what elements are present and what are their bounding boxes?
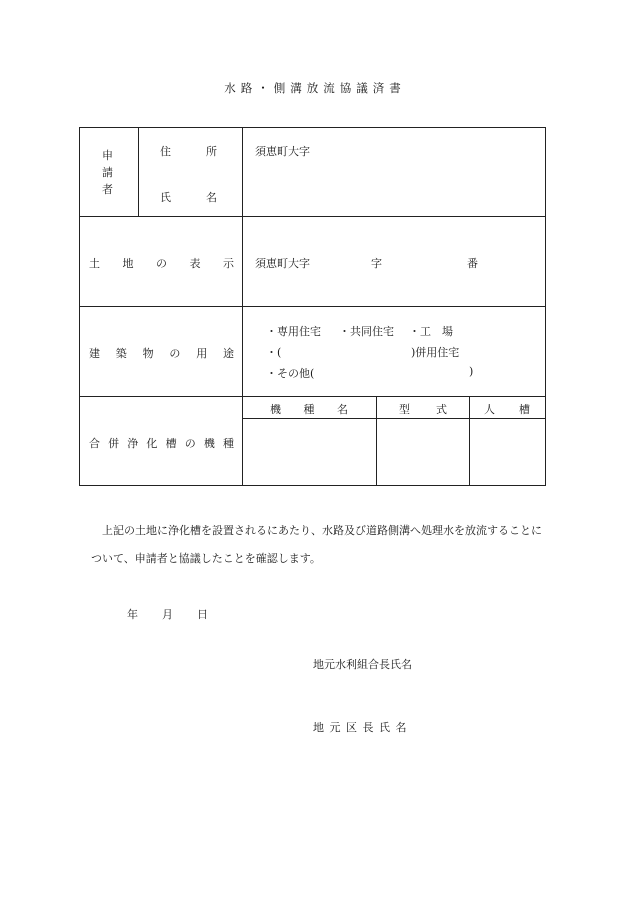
land-ban: 番 (467, 257, 478, 270)
row-divider (79, 306, 546, 307)
applicant-label-char: 者 (102, 183, 113, 196)
date-day: 日 (197, 608, 208, 621)
row-divider (79, 216, 546, 217)
water-union-signature-label: 地元水利組合長氏名 (313, 658, 412, 671)
tank-label: 合 併 浄 化 槽 の 機 種 (89, 437, 234, 450)
tank-col-model: 型 式 (399, 403, 447, 416)
district-head-signature-label: 地 元 区 長 氏 名 (313, 721, 408, 734)
date-month: 月 (162, 608, 173, 621)
tank-header-divider (243, 418, 546, 419)
name-value[interactable] (255, 189, 535, 203)
tank-capacity-cell[interactable] (472, 421, 544, 483)
land-aza: 字 (371, 257, 382, 270)
tank-model-cell[interactable] (379, 421, 467, 483)
option-other-close: ) (469, 365, 474, 378)
tank-model-type-cell[interactable] (245, 421, 373, 483)
row-divider (79, 396, 546, 397)
option-mixed-close: )併用住宅 (411, 346, 460, 359)
option-factory[interactable]: ・工 場 (409, 325, 453, 338)
option-other-open[interactable]: ・その他( (266, 367, 315, 380)
applicant-label-char: 請 (102, 166, 113, 179)
address-label: 住 所 (160, 145, 217, 158)
option-mixed-open[interactable]: ・( (266, 346, 282, 359)
date-year: 年 (127, 608, 138, 621)
address-value[interactable]: 須恵町大字 (255, 145, 310, 158)
tank-column-divider (376, 396, 377, 486)
land-label: 土 地 の 表 示 (89, 257, 234, 270)
tank-col-capacity: 人 槽 (484, 403, 530, 416)
tank-column-divider (469, 396, 470, 486)
document-title: 水路・側溝放流協議済書 (224, 81, 406, 95)
land-prefix[interactable]: 須恵町大字 (255, 257, 310, 270)
applicant-label-char: 申 (102, 149, 113, 162)
option-shared-house[interactable]: ・共同住宅 (339, 325, 394, 338)
tank-col-model-type: 機 種 名 (270, 403, 348, 416)
label-column-divider (242, 127, 243, 486)
name-label: 氏 名 (160, 191, 217, 204)
building-use-label: 建 築 物 の 用 途 (89, 347, 234, 360)
applicant-label (102, 147, 113, 198)
applicant-divider (138, 127, 139, 216)
option-dedicated-house[interactable]: ・専用住宅 (266, 325, 321, 338)
confirmation-statement: 上記の土地に浄化槽を設置されるにあたり、水路及び道路側溝へ処理水を放流することについて、申請者と協議したことを確認します。 (91, 524, 542, 565)
